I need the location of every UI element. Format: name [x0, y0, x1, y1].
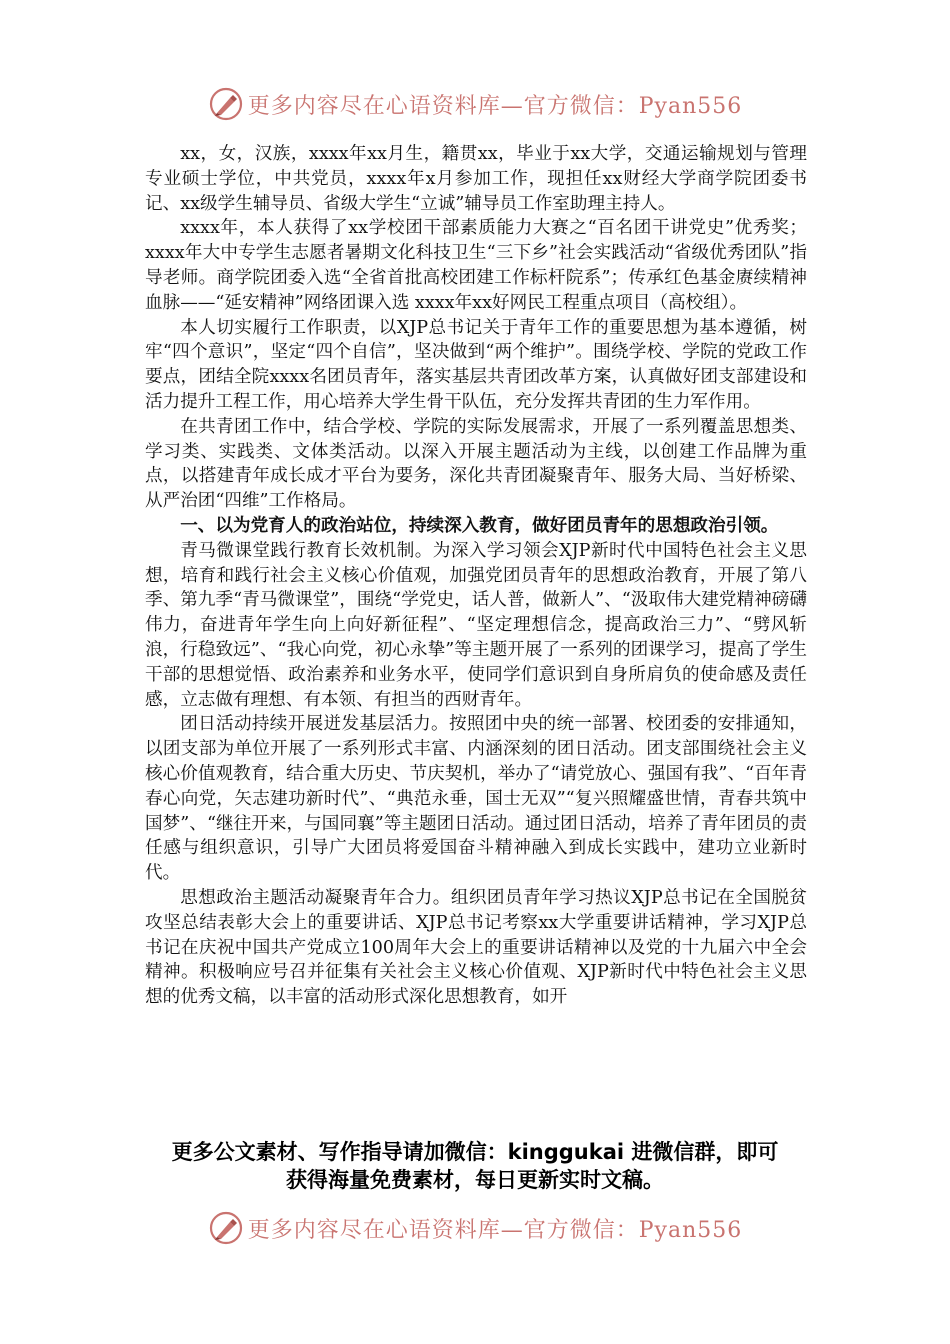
- pen-logo-icon: [208, 86, 244, 122]
- watermark-text: 更多内容尽在心语资料库—官方微信：Pyan556: [247, 1217, 743, 1243]
- paragraph: 本人切实履行工作职责，以XJP总书记关于青年工作的重要思想为基本遵循，树牢“四个意识”，坚定“四个自信”，坚决做到“两个维护”。围绕学校、学院的党政工作要点，团结全院xxxx名团员青年，落实基层共青团改革方案，认真做好团支部建设和活力提升工程工作，用心培养大学生骨干队伍，充分发挥共青团的生力军作用。: [145, 317, 807, 412]
- header-watermark: [0, 84, 950, 124]
- paragraph: 团日活动持续开展迸发基层活力。按照团中央的统一部署、校团委的安排通知，以团支部为单位开展了一系列形式丰富、内涵深刻的团日活动。团支部围绕社会主义核心价值观教育，结合重大历史、节庆契机，举办了“请党放心、强国有我”、“百年青春心向党，矢志建功新时代”、“典范永垂，国士无双”“复兴照耀盛世情，青春共筑中国梦”、“继往开来，与国同襄”等主题团日活动。通过团日活动，培养了青年团员的责任感与组织意识，引导广大团员将爱国奋斗精神融入到成长实践中，建功立业新时代。: [145, 714, 807, 884]
- promo-line-2: 获得海量免费素材，每日更新实时文稿。: [286, 1168, 664, 1192]
- promo-notice: [120, 1138, 830, 1194]
- paragraph: 青马微课堂践行教育长效机制。为深入学习领会XJP新时代中国特色社会主义思想，培育和践行社会主义核心价值观，加强党团员青年的思想政治教育，开展了第八季、第九季“青马微课堂”，围绕“学党史，话人普，做新人”、“汲取伟大建党精神磅礴伟力，奋进青年学生向上向好新征程”、“坚定理想信念，提高政治三力”、“劈风斩浪，行稳致远”、“我心向党，初心永挚”等主题开展了一系列的团课学习，提高了学生干部的思想觉悟、政治素养和业务水平，使同学们意识到自身所肩负的使命感及责任感，立志做有理想、有本领、有担当的西财青年。: [145, 540, 807, 710]
- footer-watermark: [0, 1208, 950, 1248]
- paragraph: xx，女，汉族，xxxx年xx月生，籍贯xx，毕业于xx大学，交通运输规划与管理专业硕士学位，中共党员，xxxx年x月参加工作，现担任xx财经大学商学院团委书记、xx级学生辅导员、省级大学生“立诚”辅导员工作室助理主持人。: [145, 144, 807, 214]
- pen-logo-icon: [208, 1210, 244, 1246]
- paragraph: 在共青团工作中，结合学校、学院的实际发展需求，开展了一系列覆盖思想类、学习类、实践类、文体类活动。以深入开展主题活动为主线，以创建工作品牌为重点，以搭建青年成长成才平台为要务，深化共青团凝聚青年、服务大局、当好桥梁、从严治团“四维”工作格局。: [145, 416, 807, 512]
- document-body: [145, 142, 807, 1010]
- section-heading: 一、以为党育人的政治站位，持续深入教育，做好团员青年的思想政治引领。: [180, 515, 779, 536]
- watermark-text: 更多内容尽在心语资料库—官方微信：Pyan556: [247, 93, 743, 119]
- paragraph: xxxx年，本人获得了xx学校团干部素质能力大赛之“百名团干讲党史”优秀奖；xxxx年大中专学生志愿者暑期文化科技卫生“三下乡”社会实践活动“省级优秀团队”指导老师。商学院团委入选“全省首批高校团建工作标杆院系”；传承红色基金赓续精神血脉——“延安精神”网络团课入选 xxxx年xx好网民工程重点项目（高校组）。: [145, 218, 807, 313]
- paragraph: 思想政治主题活动凝聚青年合力。组织团员青年学习热议XJP总书记在全国脱贫攻坚总结表彰大会上的重要讲话、XJP总书记考察xx大学重要讲话精神，学习XJP总书记在庆祝中国共产党成立100周年大会上的重要讲话精神以及党的十九届六中全会精神。积极响应号召并征集有关社会主义核心价值观、XJP新时代中特色社会主义思想的优秀文稿，以丰富的活动形式深化思想教育，如开: [145, 887, 807, 1008]
- promo-line-1: 更多公文素材、写作指导请加微信：kinggukai 进微信群，即可: [171, 1140, 779, 1164]
